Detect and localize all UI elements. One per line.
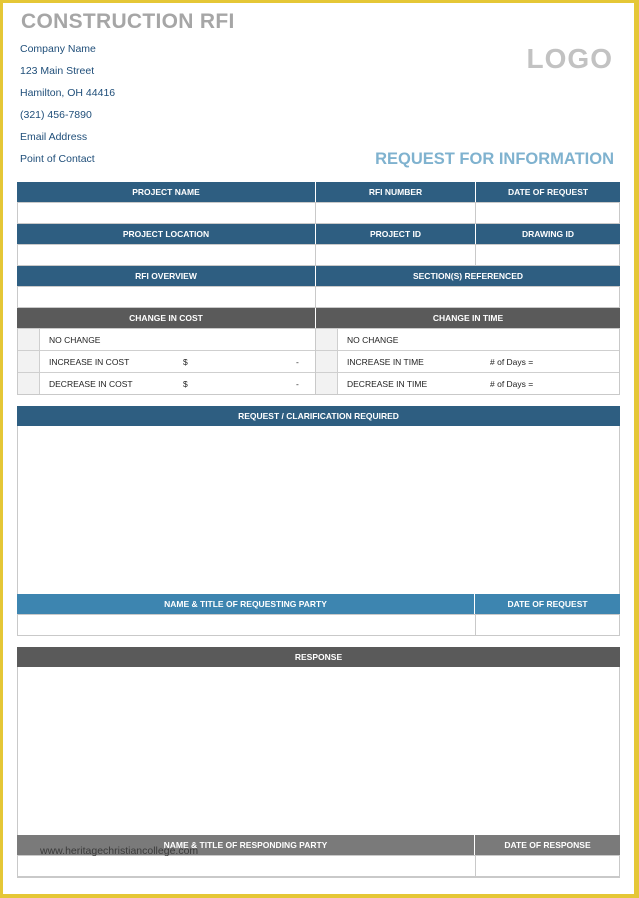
company-city: Hamilton, OH 44416 — [20, 87, 116, 99]
change-in-time-block — [315, 328, 620, 395]
increase-cost-value[interactable]: - — [296, 357, 299, 367]
company-name: Company Name — [20, 43, 96, 55]
project-name-header: PROJECT NAME — [17, 182, 316, 202]
decrease-cost-value[interactable]: - — [296, 379, 299, 389]
project-id-field[interactable] — [315, 244, 476, 266]
project-location-header: PROJECT LOCATION — [17, 224, 316, 244]
document-title: CONSTRUCTION RFI — [21, 10, 235, 33]
response-date-field[interactable] — [475, 855, 620, 877]
no-change-time-label: NO CHANGE — [347, 335, 399, 345]
decrease-cost-currency: $ — [183, 379, 188, 389]
project-id-header: PROJECT ID — [316, 224, 476, 244]
request-clarification-header: REQUEST / CLARIFICATION REQUIRED — [17, 406, 620, 426]
increase-time-days[interactable]: # of Days = — [490, 357, 534, 367]
watermark-text: www.heritagechristiancollege.com — [40, 845, 199, 857]
company-email: Email Address — [20, 131, 88, 143]
company-contact: Point of Contact — [20, 153, 95, 165]
no-change-time-checkbox[interactable] — [316, 329, 338, 351]
increase-cost-currency: $ — [183, 357, 188, 367]
decrease-time-checkbox[interactable] — [316, 373, 338, 394]
rfi-number-field[interactable] — [315, 202, 476, 224]
project-location-field[interactable] — [17, 244, 316, 266]
requesting-party-header: NAME & TITLE OF REQUESTING PARTY — [17, 594, 475, 614]
date-of-request-field[interactable] — [475, 202, 620, 224]
sections-referenced-field[interactable] — [315, 286, 620, 308]
response-textarea[interactable] — [17, 667, 620, 835]
company-phone: (321) 456-7890 — [20, 109, 92, 121]
change-in-cost-block — [17, 328, 316, 395]
requesting-party-field[interactable] — [17, 614, 476, 636]
rfi-overview-header: RFI OVERVIEW — [17, 266, 316, 286]
sections-referenced-header: SECTION(S) REFERENCED — [316, 266, 620, 286]
increase-time-label: INCREASE IN TIME — [347, 357, 424, 367]
company-street: 123 Main Street — [20, 65, 95, 77]
request-clarification-textarea[interactable] — [17, 426, 620, 594]
change-in-time-header: CHANGE IN TIME — [316, 308, 620, 328]
decrease-cost-checkbox[interactable] — [18, 373, 40, 394]
date-of-request-header: DATE OF REQUEST — [476, 182, 620, 202]
project-name-field[interactable] — [17, 202, 316, 224]
request-heading: REQUEST FOR INFORMATION — [375, 150, 614, 168]
rfi-overview-field[interactable] — [17, 286, 316, 308]
increase-cost-label: INCREASE IN COST — [49, 357, 130, 367]
responding-party-field[interactable] — [17, 855, 476, 877]
decrease-time-days[interactable]: # of Days = — [490, 379, 534, 389]
request-date-header: DATE OF REQUEST — [475, 594, 620, 614]
no-change-cost-label: NO CHANGE — [49, 335, 101, 345]
increase-time-checkbox[interactable] — [316, 351, 338, 373]
responding-party-header: NAME & TITLE OF RESPONDING PARTY — [17, 835, 475, 855]
decrease-cost-label: DECREASE IN COST — [49, 379, 133, 389]
change-in-cost-header: CHANGE IN COST — [17, 308, 316, 328]
logo-placeholder: LOGO — [526, 43, 613, 74]
no-change-cost-checkbox[interactable] — [18, 329, 40, 351]
response-date-header: DATE OF RESPONSE — [475, 835, 620, 855]
drawing-id-field[interactable] — [475, 244, 620, 266]
drawing-id-header: DRAWING ID — [476, 224, 620, 244]
response-header: RESPONSE — [17, 647, 620, 667]
rfi-number-header: RFI NUMBER — [316, 182, 476, 202]
increase-cost-checkbox[interactable] — [18, 351, 40, 373]
rfi-form-sheet — [3, 3, 634, 894]
decrease-time-label: DECREASE IN TIME — [347, 379, 428, 389]
request-date-field[interactable] — [475, 614, 620, 636]
